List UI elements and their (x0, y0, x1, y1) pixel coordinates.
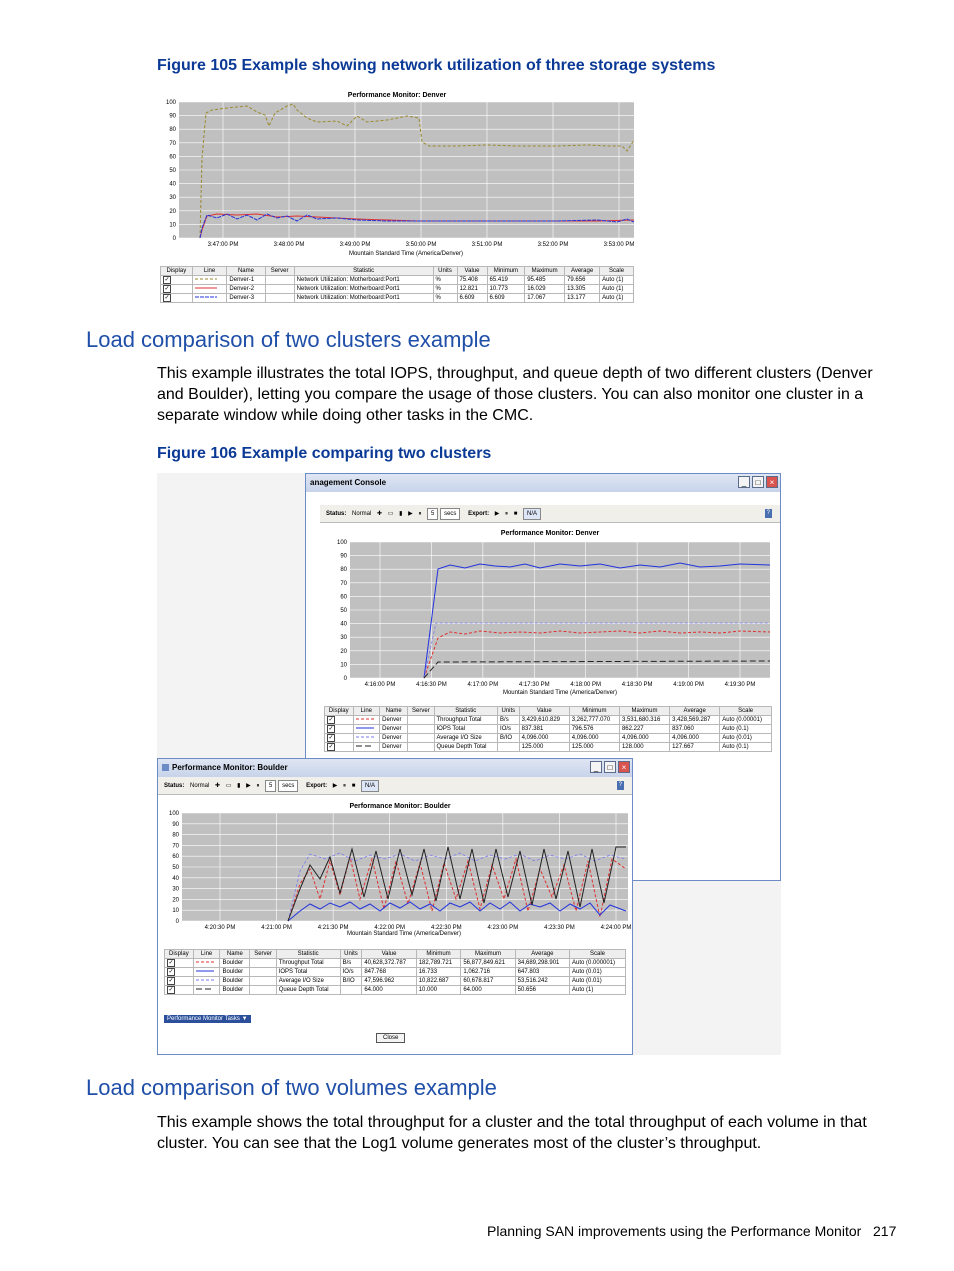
boulder-table-header: Display Line Name Server Statistic Units Value Minimum Maximum Average Scale (165, 950, 626, 959)
x-tick-label: 4:18:30 PM (621, 682, 653, 688)
table-row: ✓ Denver Queue Depth Total 125.000 125.000 128.000 127.667 Auto (0.1) (325, 743, 772, 752)
display-checkbox[interactable]: ✓ (328, 735, 334, 741)
y-tick-label: 20 (340, 648, 347, 655)
boulder-chart (160, 799, 632, 949)
close-button[interactable]: Close (376, 1033, 405, 1043)
col-name: Name (227, 267, 265, 276)
play-icon[interactable]: ▶ (408, 511, 413, 517)
page-number: 217 (873, 1223, 897, 1239)
display-checkbox[interactable]: ✓ (164, 286, 170, 292)
section-heading-clusters: Load comparison of two clusters example (86, 327, 491, 352)
x-tick-label: 3:51:00 PM (471, 242, 503, 248)
minimize-button[interactable]: _ (590, 761, 602, 773)
col-line: Line (192, 267, 227, 276)
y-tick-label: 0 (172, 236, 176, 242)
denver-window-titlebar (306, 474, 780, 492)
y-tick-label: 40 (172, 875, 179, 882)
x-tick-label: 3:52:00 PM (537, 242, 569, 248)
y-tick-label: 10 (169, 222, 176, 229)
fig105-table-header (161, 267, 634, 276)
y-tick-label: 50 (169, 168, 176, 174)
display-checkbox[interactable]: ✓ (164, 277, 170, 283)
display-checkbox[interactable]: ✓ (328, 726, 334, 732)
y-tick-label: 30 (169, 195, 176, 202)
x-tick-label: 3:53:00 PM (603, 242, 635, 248)
section-paragraph-volumes: This example shows the total throughput for a cluster and the total throughput of each volume in that cluster. You can see that the Log1 volume generates most of the cluster’s throughput. (157, 1114, 867, 1152)
x-tick-label: 4:23:30 PM (544, 925, 575, 931)
x-tick-label: 4:19:30 PM (724, 682, 756, 688)
col-value: Value (457, 267, 487, 276)
section-paragraph-clusters: This example illustrates the total IOPS, throughput, and queue depth of two different clusters (Denver and Boulder), letting you compare the usage of those clusters. You can also monitor one cluster in a separate window while doing other tasks in the CMC. (157, 365, 873, 424)
maximize-button[interactable]: □ (752, 476, 764, 488)
export-pause-icon[interactable]: ⏸ (505, 511, 509, 517)
y-tick-label: 90 (340, 553, 347, 560)
fig105-chart (157, 88, 637, 258)
x-tick-label: 4:17:00 PM (467, 682, 499, 688)
y-tick-label: 60 (340, 594, 347, 601)
denver-xlabel: Mountain Standard Time (America/Denver) (502, 690, 618, 696)
x-tick-label: 4:22:30 PM (430, 925, 462, 931)
table-row: ✓ Denver Throughput Total B/s 3,429,610.829 3,262,777.070 3,531,680.316 3,428,569.287 Auto (0.00001) (325, 716, 772, 725)
edit-line-icon[interactable]: ▭ (387, 511, 394, 517)
y-tick-label: 80 (169, 127, 176, 134)
denver-toolbar: Status: Normal ✚ ▭ ▮ ▶ ⏸ 5 secs Export: ▶ ⏸ ■ N/A ? (320, 505, 780, 523)
x-tick-label: 4:22:00 PM (374, 925, 406, 931)
table-row: ✓ Denver-3 Network Utilization: Motherboard:Port1 % 6.609 6.609 17.067 13.177 Auto (1) (161, 294, 634, 303)
col-server: Server (265, 267, 294, 276)
help-icon[interactable]: ? (766, 510, 770, 516)
table-row: ✓ Boulder Queue Depth Total 64.000 10.000 64.000 50.656 Auto (1) (165, 986, 626, 995)
y-tick-label: 80 (172, 832, 179, 839)
x-tick-label: 4:16:00 PM (364, 682, 396, 688)
y-tick-label: 100 (165, 100, 176, 106)
y-tick-label: 40 (340, 621, 347, 628)
y-tick-label: 20 (169, 208, 176, 215)
add-statistics-icon[interactable]: ✚ (215, 783, 221, 789)
x-tick-label: 4:18:00 PM (570, 682, 602, 688)
boulder-window-titlebar (158, 759, 632, 777)
add-statistics-icon[interactable]: ✚ (377, 511, 383, 517)
table-row: ✓ Denver Average I/O Size B/IO 4,096.000 4,096.000 4,096.000 4,096.000 Auto (0.01) (325, 734, 772, 743)
y-tick-label: 30 (340, 635, 347, 642)
export-status: N/A (361, 780, 379, 792)
interval-input[interactable]: 5 (265, 780, 276, 792)
help-icon[interactable]: ? (618, 782, 622, 788)
y-tick-label: 100 (168, 811, 179, 817)
denver-table-header: Display Line Name Server Statistic Units Value Minimum Maximum Average Scale (325, 707, 772, 716)
x-tick-label: 4:21:30 PM (317, 925, 349, 931)
denver-chart-title: Performance Monitor: Denver (500, 530, 600, 537)
boulder-toolbar: Status: Normal ✚ ▭ ▮ ▶ ⏸ 5 secs Export: ▶ ⏸ ■ N/A ? (158, 777, 632, 795)
y-tick-label: 10 (172, 908, 179, 915)
close-icon[interactable]: × (618, 761, 630, 773)
x-tick-label: 3:47:00 PM (207, 242, 239, 248)
close-icon[interactable]: × (766, 476, 778, 488)
fig105-chart-title: Performance Monitor: Denver (347, 92, 447, 99)
figure-105-screenshot (157, 88, 637, 314)
edit-line-icon[interactable]: ▭ (225, 783, 232, 789)
table-row: ✓ Boulder IOPS Total IO/s 847.768 16.733 1,062.716 647.803 Auto (0.01) (165, 968, 626, 977)
pause-icon[interactable]: ⏸ (418, 511, 422, 517)
display-checkbox[interactable]: ✓ (328, 717, 334, 723)
y-tick-label: 40 (169, 181, 176, 188)
x-tick-label: 3:50:00 PM (405, 242, 437, 248)
display-checkbox[interactable]: ✓ (168, 969, 174, 975)
col-display: Display (161, 267, 193, 276)
col-maximum: Maximum (525, 267, 565, 276)
y-tick-label: 80 (340, 567, 347, 574)
boulder-chart-title: Performance Monitor: Boulder (349, 803, 451, 810)
export-pause-icon[interactable]: ⏸ (343, 783, 347, 789)
y-tick-label: 90 (172, 821, 179, 828)
interval-unit-select[interactable]: secs (278, 780, 298, 792)
x-tick-label: 4:20:30 PM (204, 925, 236, 931)
window-app-icon (162, 764, 169, 771)
hide-icon[interactable]: ▮ (237, 783, 241, 789)
y-tick-label: 10 (340, 662, 347, 669)
y-tick-label: 90 (169, 113, 176, 120)
y-tick-label: 20 (172, 897, 179, 904)
x-tick-label: 4:21:00 PM (261, 925, 292, 931)
status-value: Normal (190, 783, 210, 789)
col-average: Average (565, 267, 600, 276)
export-stop-icon[interactable]: ■ (513, 511, 518, 517)
x-tick-label: 4:23:00 PM (487, 925, 519, 931)
denver-chart (320, 526, 780, 698)
pause-icon[interactable]: ⏸ (256, 783, 260, 789)
fig105-xlabel: Mountain Standard Time (America/Denver) (348, 251, 464, 257)
denver-window-title: anagement Console (310, 478, 387, 487)
boulder-window (157, 758, 633, 1055)
table-row: ✓ Denver-2 Network Utilization: Motherboard:Port1 % 12.821 10.773 16.029 13.305 Auto (1) (161, 285, 634, 294)
x-tick-label: 4:16:30 PM (416, 682, 447, 688)
y-tick-label: 50 (340, 608, 347, 614)
x-tick-label: 4:17:30 PM (518, 682, 550, 688)
x-tick-label: 3:49:00 PM (339, 242, 371, 248)
figure-106-caption: Figure 106 Example comparing two clusters (157, 445, 492, 462)
y-tick-label: 30 (172, 886, 179, 893)
maximize-button[interactable]: □ (604, 761, 616, 773)
table-row: ✓ Denver-1 Network Utilization: Motherboard:Port1 % 75.408 65.419 95.485 79.656 Auto (1) (161, 276, 634, 285)
y-tick-label: 70 (169, 140, 176, 147)
y-tick-label: 100 (336, 540, 347, 546)
y-tick-label: 0 (175, 919, 179, 925)
export-play-icon[interactable]: ▶ (494, 511, 500, 517)
y-tick-label: 60 (169, 154, 176, 161)
fig105-legend-table (160, 266, 634, 303)
display-checkbox[interactable]: ✓ (164, 295, 170, 301)
page-footer-text: Planning SAN improvements using the Performance Monitor (487, 1223, 862, 1239)
play-icon[interactable]: ▶ (246, 783, 251, 789)
minimize-button[interactable]: _ (738, 476, 750, 488)
display-checkbox[interactable]: ✓ (168, 960, 174, 966)
section-heading-volumes: Load comparison of two volumes example (86, 1075, 497, 1100)
y-tick-label: 70 (172, 843, 179, 850)
display-checkbox[interactable]: ✓ (168, 987, 174, 993)
interval-unit-select[interactable]: secs (440, 508, 460, 520)
table-row: ✓ Boulder Throughput Total B/s 40,628,372.787 182,789.721 56,877,849.621 34,689,298.901 Auto (0.000001) (165, 959, 626, 968)
table-row: ✓ Denver IOPS Total IO/s 837.381 796.576 862.227 837.060 Auto (0.1) (325, 725, 772, 734)
figure-106-screenshot (157, 473, 781, 1055)
col-minimum: Minimum (487, 267, 525, 276)
boulder-window-title: Performance Monitor: Boulder (172, 763, 288, 772)
y-tick-label: 70 (340, 580, 347, 587)
col-scale: Scale (600, 267, 634, 276)
figure-105-caption: Figure 105 Example showing network utilization of three storage systems (157, 57, 716, 74)
y-tick-label: 50 (172, 865, 179, 871)
x-tick-label: 3:48:00 PM (273, 242, 305, 248)
export-status: N/A (523, 508, 541, 520)
col-units: Units (433, 267, 457, 276)
boulder-xlabel: Mountain Standard Time (America/Denver) (346, 931, 462, 937)
performance-monitor-tasks-button[interactable]: Performance Monitor Tasks ▼ (164, 1015, 251, 1023)
status-value: Normal (352, 511, 372, 517)
display-checkbox[interactable]: ✓ (168, 978, 174, 984)
x-tick-label: 4:24:00 PM (600, 925, 632, 931)
interval-input[interactable]: 5 (427, 508, 438, 520)
boulder-legend-table (164, 949, 626, 995)
table-row: ✓ Boulder Average I/O Size B/IO 47,596.962 10,822.687 60,678.817 53,516.242 Auto (0.01) (165, 977, 626, 986)
y-tick-label: 60 (172, 854, 179, 861)
x-tick-label: 4:19:00 PM (673, 682, 704, 688)
hide-icon[interactable]: ▮ (399, 511, 403, 517)
denver-legend-table (324, 706, 772, 752)
col-statistic: Statistic (294, 267, 433, 276)
export-stop-icon[interactable]: ■ (351, 783, 356, 789)
y-tick-label: 0 (343, 676, 347, 682)
export-play-icon[interactable]: ▶ (332, 783, 338, 789)
display-checkbox[interactable]: ✓ (328, 744, 334, 750)
